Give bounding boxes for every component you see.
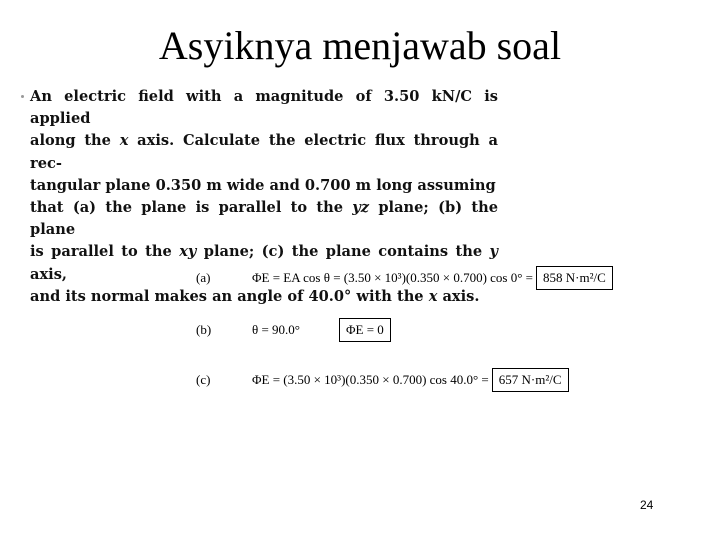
problem-line: axis, [30,265,67,283]
variable: y [489,243,498,261]
variable: xy [179,243,197,261]
solution-equation: ΦE = (3.50 × 10³)(0.350 × 0.700) cos 40.0° = [252,372,489,387]
solution-a [196,266,613,290]
problem-line: and its normal makes an angle of 40.0° with the [30,287,429,305]
problem-line: is parallel to the [30,243,180,261]
solution-answer: 858 N·m²/C [536,266,613,290]
problem-line: tangular plane 0.350 m wide and 0.700 m long assuming [30,176,496,194]
problem-line: axis. [437,287,480,305]
page-number: 24 [640,498,654,512]
problem-line: along the [30,132,120,150]
solution-equation: ΦE = EA cos θ = (3.50 × 10³)(0.350 × 0.700) cos 0° = [252,270,534,285]
problem-line: that (a) the plane is parallel to the [30,199,353,217]
solution-answer: ΦE = 0 [339,318,391,342]
problem-line: An electric field with a magnitude of 3.50 kN/C is applied [30,88,498,128]
solution-label: (b) [196,322,212,337]
problem-line: plane; (c) the plane contains the [196,243,490,261]
bullet-marker [21,95,24,98]
solution-equation: θ = 90.0° [252,322,301,337]
slide-title: Asyiknya menjawab soal [158,23,562,68]
solution-b [196,318,391,342]
problem-line: axis. Calculate the electric flux through a rec- [30,132,498,172]
solution-answer: 657 N·m²/C [492,368,569,392]
solution-label: (c) [196,372,211,387]
solution-c [196,368,569,392]
variable: x [119,132,129,150]
problem-line: plane; (b) the plane [30,199,498,239]
variable: x [428,287,438,305]
variable: yz [352,199,370,217]
solution-label: (a) [196,270,211,285]
